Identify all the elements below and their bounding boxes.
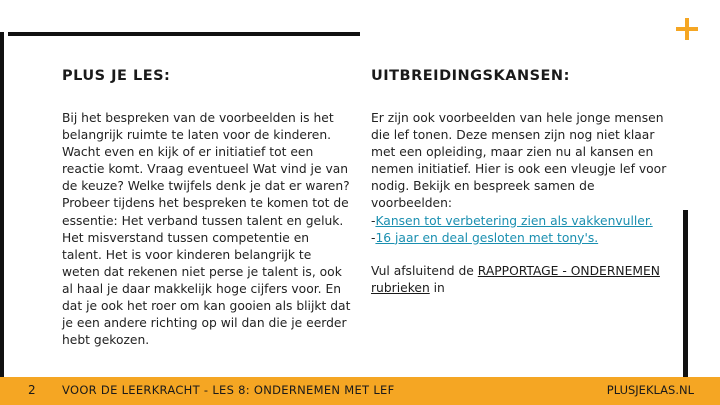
frame-left-line bbox=[0, 32, 4, 377]
plus-icon bbox=[676, 18, 698, 40]
footer-bar bbox=[0, 377, 720, 405]
right-intro-text: Er zijn ook voorbeelden van hele jonge mensen die lef tonen. Deze mensen zijn nog niet klaar met een opleiding, maar zien nu al kansen en nemen initiatief. Hier is ook een vleugje lef voor nodig. Bekijk en bespreek samen de voorbeelden: bbox=[371, 111, 667, 211]
link-rapportage[interactable]: RAPPORTAGE - ONDERNEMEN rubrieken bbox=[371, 264, 660, 296]
link-prefix: - bbox=[371, 230, 376, 245]
left-heading: PLUS JE LES: bbox=[62, 68, 171, 84]
right-heading: UITBREIDINGSKANSEN: bbox=[371, 68, 570, 84]
footer-website: PLUSJEKLAS.NL bbox=[606, 383, 694, 397]
frame-right-line bbox=[683, 210, 688, 377]
outro-suffix: in bbox=[429, 281, 445, 296]
right-body bbox=[371, 110, 667, 247]
footer-lesson-title: VOOR DE LEERKRACHT - LES 8: ONDERNEMEN MET LEF bbox=[62, 383, 395, 397]
frame-top-line bbox=[8, 32, 360, 36]
right-outro bbox=[371, 263, 667, 297]
link-kansen-vakkenvuller[interactable]: Kansen tot verbetering zien als vakkenvuller. bbox=[375, 213, 653, 228]
outro-prefix: Vul afsluitend de bbox=[371, 264, 478, 278]
page-number: 2 bbox=[28, 383, 36, 397]
link-deal-tonys[interactable]: 16 jaar en deal gesloten met tony's. bbox=[375, 230, 599, 245]
link-prefix: - bbox=[371, 213, 376, 228]
left-body-text: Bij het bespreken van de voorbeelden is het belangrijk ruimte te laten voor de kinderen. Wacht even en kijk of er initiatief tot een reactie komt. Vraag eventueel Wat vind je van de keuze? Welke twijfels denk je dat er waren? Probeer tijdens het bespreken te komen tot de essentie: Het verband tussen talent en geluk. Het misverstand tussen competentie en talent. Het is voor kinderen belangrijk te weten dat rekenen niet perse je talent is, ook al haal je daar makkelijk hoge cijfers voor. En dat je ook het roer om kan gooien als blijkt dat je een andere richting op wil dan die je eerder hebt gekozen. bbox=[62, 111, 351, 348]
